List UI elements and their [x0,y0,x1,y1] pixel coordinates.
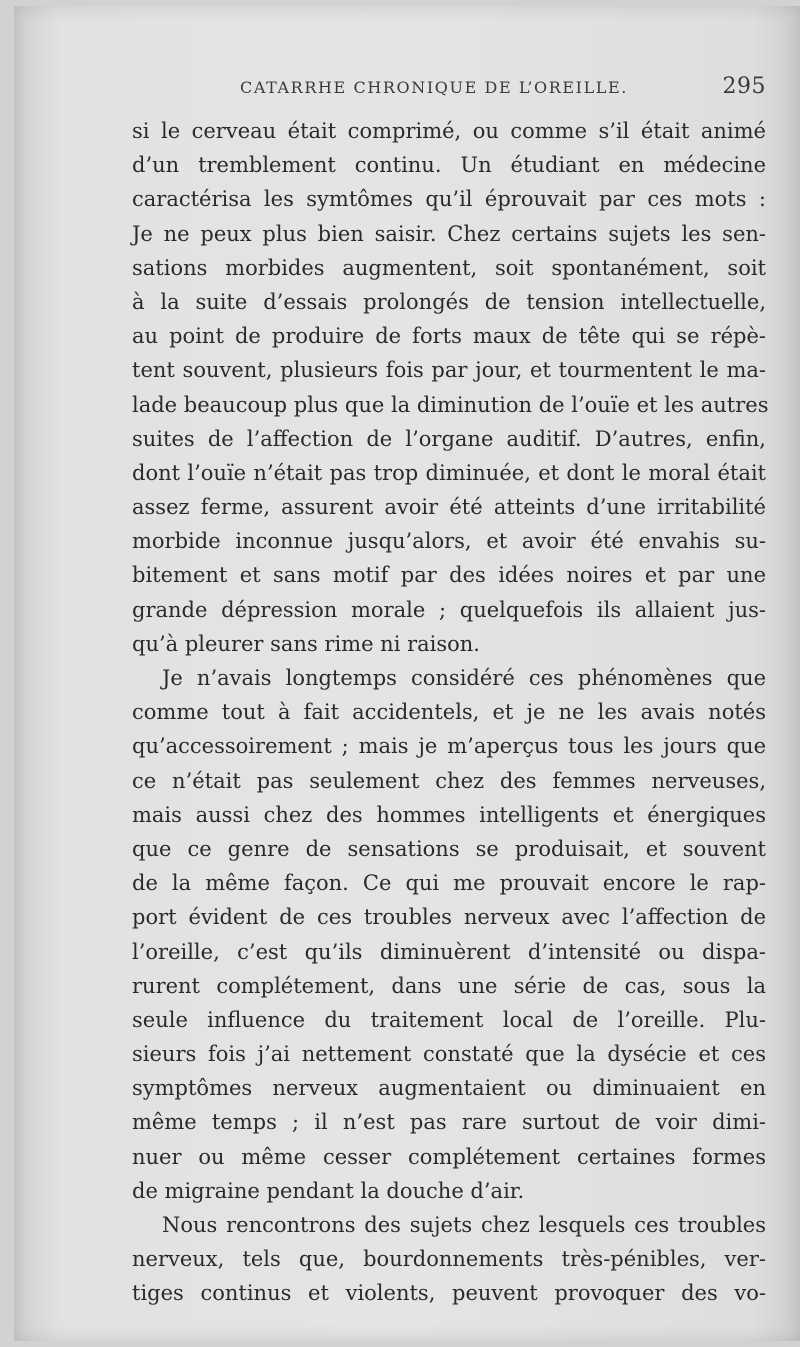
text-line: à la suite d’essais prolongés de tension intellectuelle, [132,289,766,314]
text-line: l’oreille, c’est qu’ils diminuèrent d’intensité ou dispa- [132,939,766,964]
paragraph [132,114,769,661]
text-line: nerveux, tels que, bourdonnements très-pénibles, ver- [132,1247,766,1272]
text-line: de la même façon. Ce qui me prouvait encore le rap- [132,871,766,896]
text-line: suites de l’affection de l’organe auditif. D’autres, enfin, [132,426,766,451]
text-line: seule influence du traitement local de l’oreille. Plu- [132,1007,766,1032]
running-title: CATARRHE CHRONIQUE DE L’OREILLE. [240,78,628,97]
text-line: tent souvent, plusieurs fois par jour, et tourmentent le ma- [132,358,766,383]
text-line: que ce genre de sensations se produisait, et souvent [132,836,766,861]
text-line: Je ne peux plus bien saisir. Chez certains sujets les sen- [132,221,766,246]
text-line: rurent complétement, dans une série de cas, sous la [132,973,766,998]
text-line: port évident de ces troubles nerveux avec l’affection de [132,905,766,930]
book-page [14,6,800,1341]
text-line: sieurs fois j’ai nettement constaté que la dysécie et ces [132,1042,766,1067]
text-line: qu’à pleurer sans rime ni raison. [132,631,480,656]
paragraph [132,661,766,1208]
text-line: dont l’ouïe n’était pas trop diminuée, et dont le moral était [132,460,766,485]
text-line: nuer ou même cesser complétement certaines formes [132,1144,766,1169]
text-line: morbide inconnue jusqu’alors, et avoir été envahis su- [132,529,766,554]
text-line: symptômes nerveux augmentaient ou diminuaient en [132,1076,766,1101]
text-line: lade beaucoup plus que la diminution de l’ouïe et les autres [132,392,769,417]
text-line: Je n’avais longtemps considéré ces phénomènes que [162,666,766,690]
text-line: bitement et sans motif par des idées noires et par une [132,563,766,588]
text-line: Nous rencontrons des sujets chez lesquels ces troubles [162,1213,766,1237]
body-text [132,114,769,1311]
text-line: d’un tremblement continu. Un étudiant en médecine [132,153,766,178]
text-line: sations morbides augmentent, soit spontanément, soit [132,255,766,280]
paragraph [132,1208,766,1311]
text-line: tiges continus et violents, peuvent provoquer des vo- [132,1281,766,1306]
page-header [240,74,766,108]
text-line: mais aussi chez des hommes intelligents et énergiques [132,802,766,827]
text-line: si le cerveau était comprimé, ou comme s’il était animé [132,119,766,143]
text-line: de migraine pendant la douche d’air. [132,1178,525,1203]
text-line: au point de produire de forts maux de tête qui se répè- [132,324,766,349]
text-line: grande dépression morale ; quelquefois ils allaient jus- [132,597,766,622]
text-line: caractérisa les symtômes qu’il éprouvait par ces mots : [132,187,766,212]
page-number: 295 [722,74,766,99]
text-line: ce n’était pas seulement chez des femmes nerveuses, [132,768,766,793]
text-line: comme tout à fait accidentels, et je ne les avais notés [132,700,766,725]
text-line: qu’accessoirement ; mais je m’aperçus tous les jours que [132,734,766,759]
text-line: assez ferme, assurent avoir été atteints d’une irritabilité [132,495,766,520]
text-line: même temps ; il n’est pas rare surtout de voir dimi- [132,1110,766,1135]
